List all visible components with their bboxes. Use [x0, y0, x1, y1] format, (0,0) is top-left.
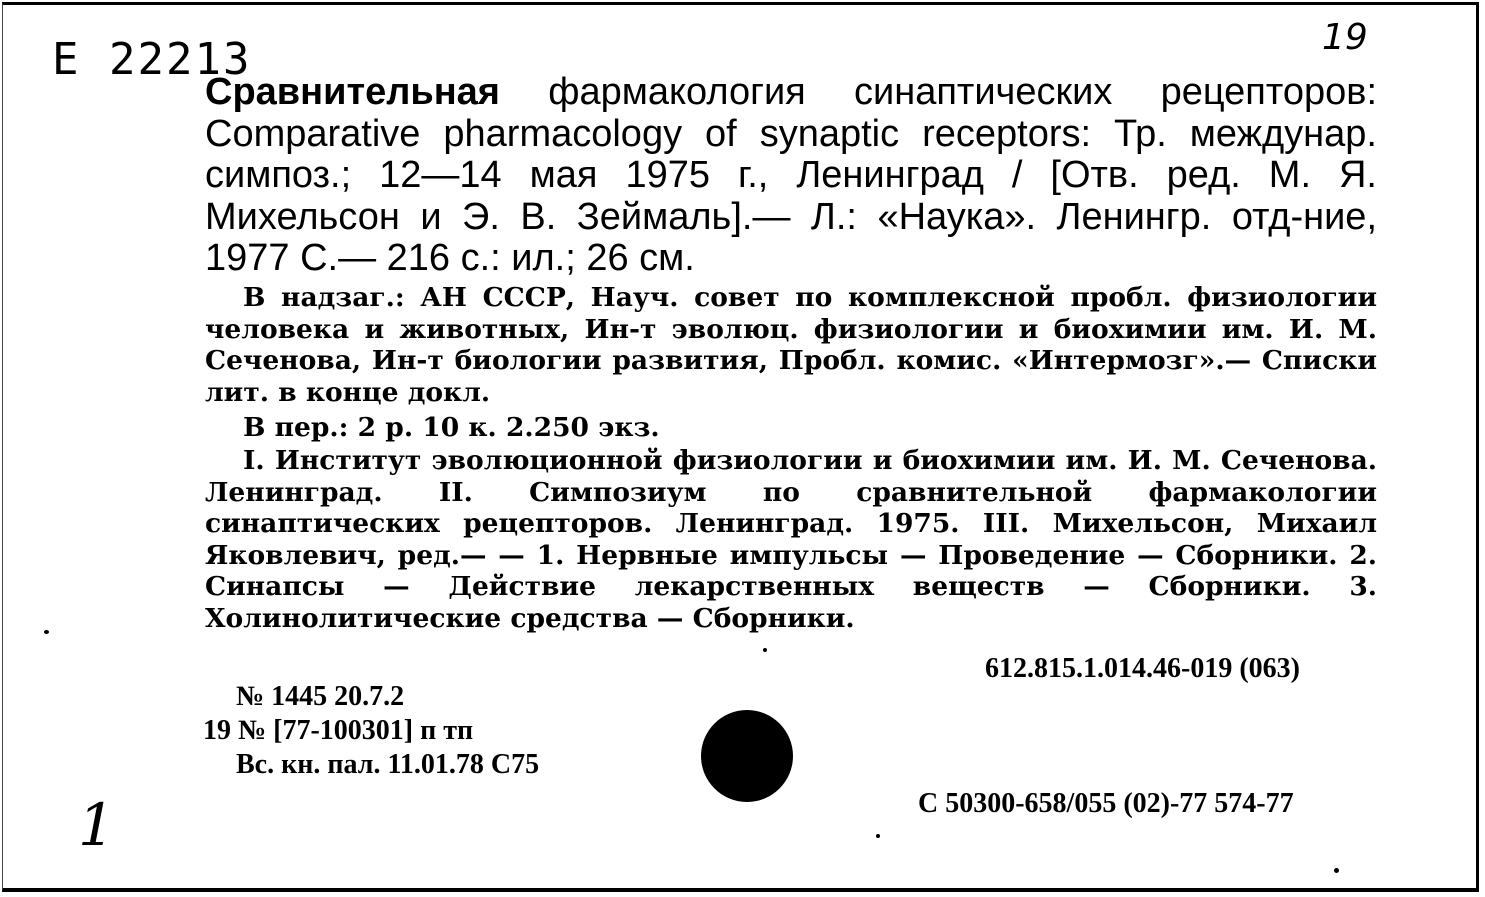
corner-number: 19 [1322, 17, 1368, 58]
tracings-paragraph: I. Институт эволюционной физиологии и биохимии им. И. М. Сеченова. Ленинград. II. Симпозиум по сравнительной фармакологии синаптических рецепторов. Ленинград. 1975. III. Михельсон, Михаил Яковлевич, ред.— — 1. Нервные импульсы — Проведение — Сборники. 2. Синапсы — Действие лекарственных веществ — Сборники. 3. Холинолитические средства — Сборники. [205, 445, 1377, 634]
punch-hole [701, 710, 793, 802]
accession-line-3: Вс. кн. пал. 11.01.78 С75 [236, 749, 540, 780]
main-entry-lead: Сравнительная [205, 71, 500, 113]
handwritten-mark: 1 [78, 791, 115, 859]
main-entry-text: фармакология синаптических рецепторов: Comparative pharmacology of synaptic receptors: Тр. междунар. симпоз.; 12—14 мая 1975 г., Ленинград / [Отв. ред. М. Я. Михельсон и Э. В. Зеймаль].— Л.: «Наука». Ленингр. отд-ние, 1977 С.— 216 с.: ил.; 26 см. [205, 71, 1378, 279]
speck [876, 834, 880, 838]
speck [1334, 868, 1339, 873]
speck [44, 630, 49, 634]
notes-paragraph: В надзаг.: АН СССР, Науч. совет по комплексной пробл. физиологии человека и животных, Ин-т эволюц. физиологии и биохимии им. И. М. Сеченова, Ин-т биологии развития, Пробл. комис. «Интермозг».— Списки лит. в конце докл. [205, 282, 1377, 408]
accession-block [203, 680, 539, 782]
price-code: С 50300-658/055 (02)-77 574-77 [918, 788, 1294, 819]
price-paragraph: В пер.: 2 р. 10 к. 2.250 экз. [243, 412, 660, 443]
accession-line-2: 19 № [77-100301] п тп [203, 715, 474, 746]
main-entry [205, 72, 1377, 280]
accession-line-1: № 1445 20.7.2 [236, 681, 405, 712]
speck [763, 648, 767, 652]
udc-code: 612.815.1.014.46-019 (063) [985, 653, 1300, 684]
shelfmark: Е 22213 [52, 34, 252, 85]
